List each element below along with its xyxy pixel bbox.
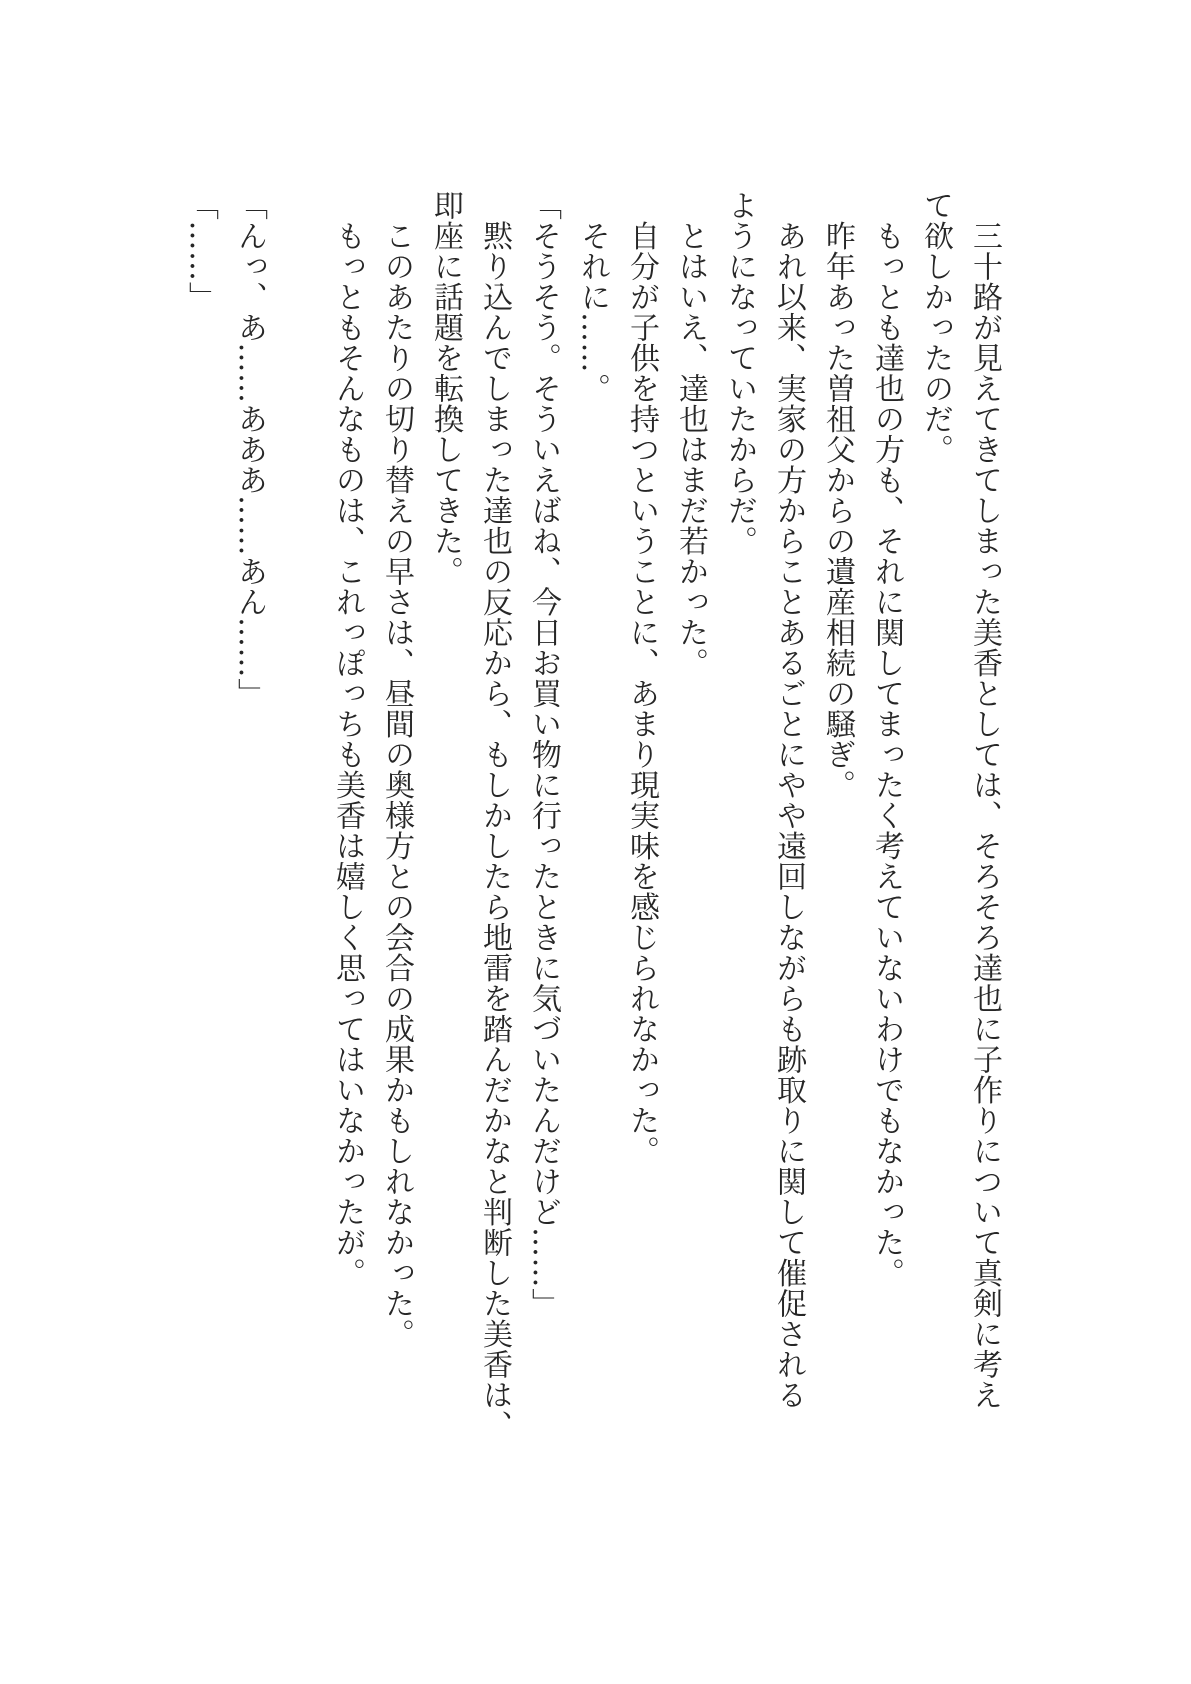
text-line: もっともそんなものは、これっぽっちも美香は嬉しく思ってはいなかったが。 bbox=[330, 190, 365, 1288]
text-line: とはいえ、達也はまだ若かった。 bbox=[673, 190, 708, 678]
text-line: 「……」 bbox=[183, 190, 218, 312]
text-line: 「そうそう。そういえばね、今日お買い物に行ったときに気づいたんだけど……」 bbox=[526, 190, 561, 1319]
text-line: このあたりの切り替えの早さは、昼間の奥様方との会合の成果かもしれなかった。 bbox=[379, 190, 414, 1349]
text-line: それに……。 bbox=[575, 190, 610, 404]
text-line: 三十路が見えてきてしまった美香としては、そろそろ達也に子作りについて真剣に考え bbox=[967, 190, 1002, 1410]
vertical-text-block bbox=[176, 190, 1009, 1500]
text-line: 黙り込んでしまった達也の反応から、もしかしたら地雷を踏んだかなと判断した美香は、 bbox=[477, 190, 512, 1441]
text-line: ようになっていたからだ。 bbox=[722, 190, 757, 556]
text-line: もっとも達也の方も、それに関してまったく考えていないわけでもなかった。 bbox=[869, 190, 904, 1288]
text-line: 自分が子供を持つということに、あまり現実味を感じられなかった。 bbox=[624, 190, 659, 1166]
text-line: 即座に話題を転換してきた。 bbox=[428, 190, 463, 587]
text-line: 昨年あった曽祖父からの遺産相続の騒ぎ。 bbox=[820, 190, 855, 800]
text-line: 「んっ、あ……あああ……あん……」 bbox=[232, 190, 267, 709]
text-line: あれ以来、実家の方からことあるごとにやや遠回しながらも跡取りに関して催促される bbox=[771, 190, 806, 1410]
blank-line bbox=[274, 190, 323, 1500]
text-line: て欲しかったのだ。 bbox=[918, 190, 953, 465]
